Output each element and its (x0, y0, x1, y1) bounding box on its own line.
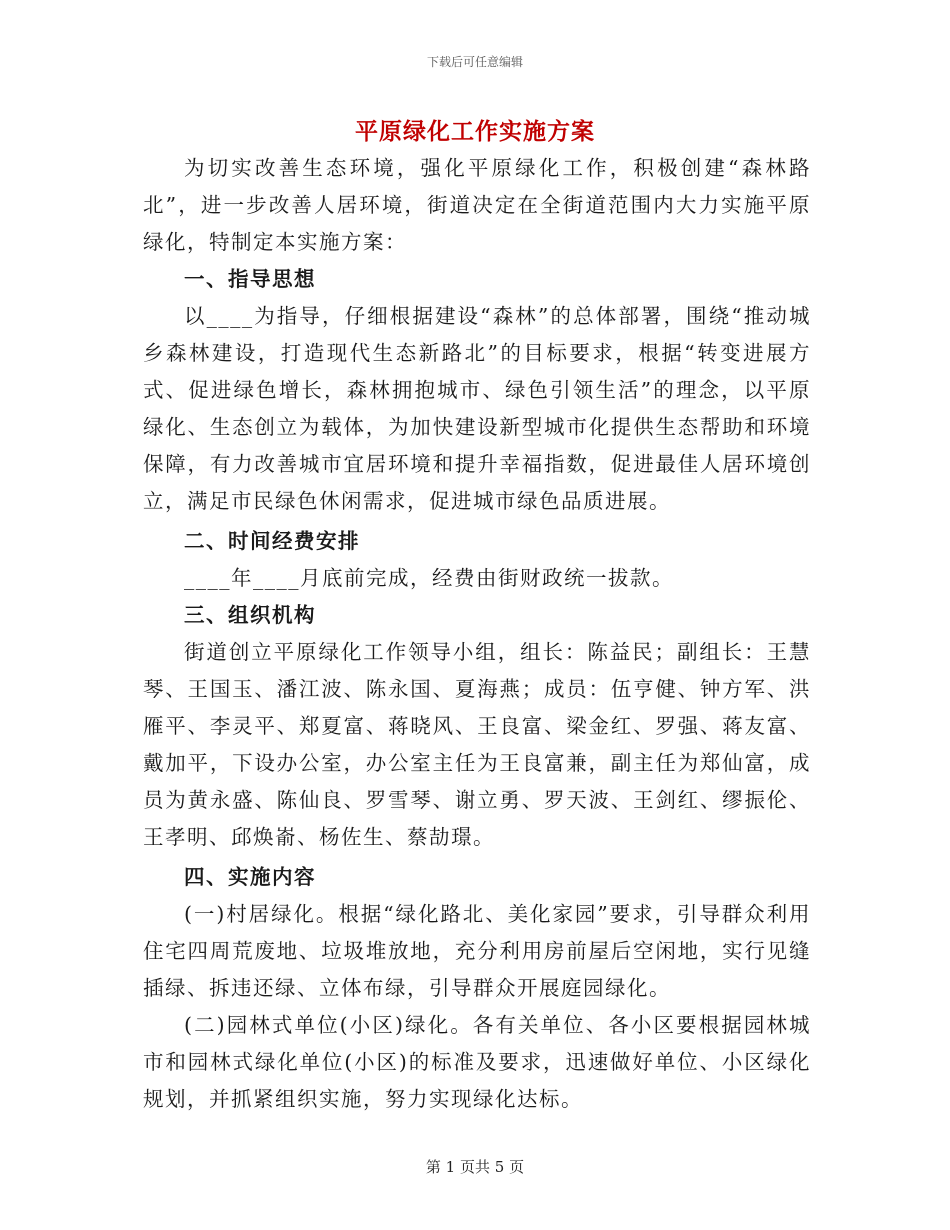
section-heading-3: 三、组织机构 (184, 603, 316, 627)
section-4-paragraph-1: (一)村居绿化。根据“绿化路北、美化家园”要求，引导群众利用住宅四周荒废地、垃圾堆放地，充分利用房前屋后空闲地，实行见缝插绿、拆违还绿、立体布绿，引导群众开展庭园绿化。 (143, 902, 811, 1000)
section-4-paragraph-2: (二)园林式单位(小区)绿化。各有关单位、各小区要根据园林城市和园林式绿化单位(小区)的标准及要求，迅速做好单位、小区绿化规划，并抓紧组织实施，努力实现绿化达标。 (143, 1013, 811, 1111)
document-body (143, 150, 811, 1118)
section-2-paragraph: ____年____月底前完成，经费由街财政统一拔款。 (184, 566, 674, 590)
intro-paragraph: 为切实改善生态环境，强化平原绿化工作，积极创建“森林路北”，进一步改善人居环境，街道决定在全街道范围内大力实施平原绿化，特制定本实施方案： (143, 156, 811, 254)
page-indicator: 第 1 页共 5 页 (425, 1158, 525, 1176)
section-heading-2: 二、时间经费安排 (184, 529, 360, 553)
section-heading-1: 一、指导思想 (184, 267, 316, 291)
header-note: 下载后可任意编辑 (426, 55, 523, 69)
section-heading-4: 四、实施内容 (184, 865, 316, 889)
section-1-paragraph: 以____为指导，仔细根据建设“森林”的总体部署，围绕“推动城乡森林建设，打造现代生态新路北”的目标要求，根据“转变进展方式、促进绿色增长，森林拥抱城市、绿色引领生活”的理念，以平原绿化、生态创立为载体，为加快建设新型城市化提供生态帮助和环境保障，有力改善城市宜居环境和提升幸福指数，促进最佳人居环境创立，满足市民绿色休闲需求，促进城市绿色品质进展。 (143, 304, 811, 513)
section-3-paragraph: 街道创立平原绿化工作领导小组，组长：陈益民；副组长：王慧琴、王国玉、潘江波、陈永国、夏海燕；成员：伍亨健、钟方军、洪雁平、李灵平、郑夏富、蒋晓风、王良富、梁金红、罗强、蒋友富、戴加平，下设办公室，办公室主任为王良富兼，副主任为郑仙富，成员为黄永盛、陈仙良、罗雪琴、谢立勇、罗天波、王剑红、缪振伦、王孝明、邱焕嵛、杨佐生、蔡劼璟。 (143, 640, 811, 849)
document-title: 平原绿化工作实施方案 (355, 118, 595, 145)
